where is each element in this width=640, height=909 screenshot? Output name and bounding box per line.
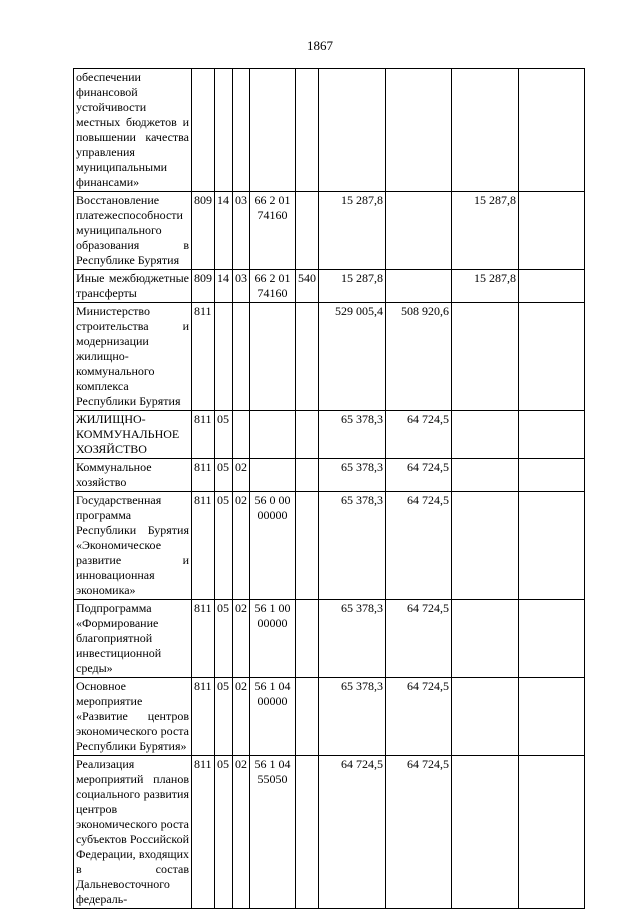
table-body xyxy=(74,69,585,909)
budget-table xyxy=(73,68,585,909)
row-name: Иные межбюджетные трансферты xyxy=(74,270,192,303)
table-row xyxy=(74,69,585,192)
amount-1: 65 378,3 xyxy=(319,492,386,600)
amount-1: 65 378,3 xyxy=(319,459,386,492)
ministry-code: 811 xyxy=(192,459,215,492)
table-row xyxy=(74,678,585,756)
amount-2: 64 724,5 xyxy=(386,678,452,756)
target-article-code: 66 2 01 74160 xyxy=(250,270,296,303)
row-name: обеспечении финансовой устойчивости местных бюджетов и повышении качества управления муниципальными финансами» xyxy=(74,69,192,192)
amount-4 xyxy=(519,69,585,192)
amount-1: 64 724,5 xyxy=(319,756,386,909)
amount-2 xyxy=(386,270,452,303)
subsection-code xyxy=(233,303,250,411)
section-code: 14 xyxy=(215,192,233,270)
expense-type-code xyxy=(296,192,319,270)
section-code: 05 xyxy=(215,459,233,492)
row-name: Основное мероприятие «Развитие центров экономического роста Республики Бурятия» xyxy=(74,678,192,756)
row-name: Коммунальное хозяйство xyxy=(74,459,192,492)
amount-4 xyxy=(519,600,585,678)
row-name: Восстановление платежеспособности муниципального образования в Республике Бурятия xyxy=(74,192,192,270)
table-row xyxy=(74,192,585,270)
amount-1 xyxy=(319,69,386,192)
section-code: 05 xyxy=(215,756,233,909)
target-article-code xyxy=(250,69,296,192)
target-article-code: 56 1 00 00000 xyxy=(250,600,296,678)
section-code: 05 xyxy=(215,492,233,600)
row-name: Министерство строительства и модернизации жилищно-коммунального комплекса Республики Бурятия xyxy=(74,303,192,411)
subsection-code: 02 xyxy=(233,459,250,492)
amount-4 xyxy=(519,411,585,459)
ministry-code: 809 xyxy=(192,192,215,270)
amount-2: 64 724,5 xyxy=(386,411,452,459)
ministry-code: 811 xyxy=(192,678,215,756)
ministry-code: 811 xyxy=(192,411,215,459)
amount-3 xyxy=(452,756,519,909)
table-row xyxy=(74,270,585,303)
amount-1: 15 287,8 xyxy=(319,270,386,303)
expense-type-code xyxy=(296,69,319,192)
amount-3: 15 287,8 xyxy=(452,270,519,303)
expense-type-code xyxy=(296,756,319,909)
target-article-code xyxy=(250,459,296,492)
subsection-code: 02 xyxy=(233,756,250,909)
target-article-code: 66 2 01 74160 xyxy=(250,192,296,270)
amount-3 xyxy=(452,411,519,459)
amount-3 xyxy=(452,459,519,492)
amount-3 xyxy=(452,69,519,192)
amount-3 xyxy=(452,600,519,678)
amount-1: 65 378,3 xyxy=(319,411,386,459)
amount-3 xyxy=(452,492,519,600)
ministry-code: 811 xyxy=(192,303,215,411)
section-code xyxy=(215,303,233,411)
amount-2: 64 724,5 xyxy=(386,459,452,492)
section-code xyxy=(215,69,233,192)
amount-2 xyxy=(386,192,452,270)
target-article-code: 56 0 00 00000 xyxy=(250,492,296,600)
section-code: 05 xyxy=(215,678,233,756)
ministry-code: 809 xyxy=(192,270,215,303)
amount-2 xyxy=(386,69,452,192)
table-row xyxy=(74,756,585,909)
target-article-code xyxy=(250,411,296,459)
ministry-code: 811 xyxy=(192,600,215,678)
expense-type-code xyxy=(296,600,319,678)
subsection-code: 02 xyxy=(233,492,250,600)
expense-type-code xyxy=(296,678,319,756)
amount-4 xyxy=(519,459,585,492)
amount-3 xyxy=(452,303,519,411)
amount-3 xyxy=(452,678,519,756)
table-row xyxy=(74,600,585,678)
section-code: 05 xyxy=(215,411,233,459)
subsection-code: 02 xyxy=(233,600,250,678)
expense-type-code xyxy=(296,459,319,492)
ministry-code xyxy=(192,69,215,192)
amount-3: 15 287,8 xyxy=(452,192,519,270)
ministry-code: 811 xyxy=(192,756,215,909)
expense-type-code xyxy=(296,303,319,411)
row-name: Реализация мероприятий планов социального развития центров экономического роста субъектов Российской Федерации, входящих в состав Дальневосточного федераль- xyxy=(74,756,192,909)
expense-type-code xyxy=(296,492,319,600)
amount-2: 64 724,5 xyxy=(386,756,452,909)
row-name: Государственная программа Республики Бурятия «Экономическое развитие и инновационная экономика» xyxy=(74,492,192,600)
subsection-code xyxy=(233,69,250,192)
amount-2: 508 920,6 xyxy=(386,303,452,411)
expense-type-code xyxy=(296,411,319,459)
target-article-code xyxy=(250,303,296,411)
row-name: ЖИЛИЩНО-КОММУНАЛЬНОЕ ХОЗЯЙСТВО xyxy=(74,411,192,459)
amount-4 xyxy=(519,270,585,303)
section-code: 05 xyxy=(215,600,233,678)
amount-4 xyxy=(519,678,585,756)
row-name: Подпрограмма «Формирование благоприятной инвестиционной среды» xyxy=(74,600,192,678)
amount-1: 529 005,4 xyxy=(319,303,386,411)
table-row xyxy=(74,411,585,459)
target-article-code: 56 1 04 00000 xyxy=(250,678,296,756)
amount-4 xyxy=(519,303,585,411)
subsection-code: 03 xyxy=(233,270,250,303)
subsection-code: 03 xyxy=(233,192,250,270)
amount-2: 64 724,5 xyxy=(386,492,452,600)
table-row xyxy=(74,492,585,600)
table-row xyxy=(74,459,585,492)
amount-1: 65 378,3 xyxy=(319,600,386,678)
amount-1: 65 378,3 xyxy=(319,678,386,756)
amount-4 xyxy=(519,756,585,909)
table-row xyxy=(74,303,585,411)
target-article-code: 56 1 04 55050 xyxy=(250,756,296,909)
amount-4 xyxy=(519,192,585,270)
section-code: 14 xyxy=(215,270,233,303)
subsection-code: 02 xyxy=(233,678,250,756)
page-number: 1867 xyxy=(307,38,333,53)
amount-1: 15 287,8 xyxy=(319,192,386,270)
amount-4 xyxy=(519,492,585,600)
amount-2: 64 724,5 xyxy=(386,600,452,678)
expense-type-code: 540 xyxy=(296,270,319,303)
subsection-code xyxy=(233,411,250,459)
ministry-code: 811 xyxy=(192,492,215,600)
